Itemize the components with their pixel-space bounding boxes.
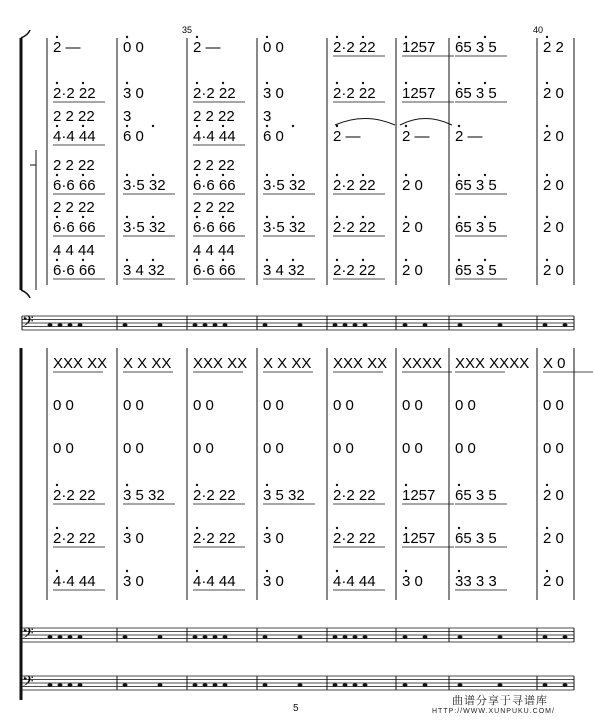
jianpu-measure: XXX XX xyxy=(53,355,108,372)
octave-dot xyxy=(336,259,338,261)
jianpu-measure: 6·6 66 xyxy=(53,219,96,236)
jianpu-measure: 65 3 5 xyxy=(455,487,497,504)
octave-dot xyxy=(82,216,84,218)
note-head xyxy=(123,323,128,327)
note-head xyxy=(203,323,208,327)
jianpu-measure: 4·4 44 xyxy=(333,573,376,590)
jianpu-measure: 1257 xyxy=(402,85,436,102)
octave-dot xyxy=(196,216,198,218)
jianpu-measure: 3 5 32 xyxy=(123,487,165,504)
octave-dot xyxy=(82,125,84,127)
octave-dot xyxy=(362,82,364,84)
note-head xyxy=(543,635,548,639)
jianpu-measure: 0 0 xyxy=(193,440,214,457)
note-head xyxy=(193,683,198,687)
octave-dot xyxy=(546,82,548,84)
jianpu-measure: 2·2 22 xyxy=(53,85,96,102)
octave-dot xyxy=(82,82,84,84)
bass-clef-icon: 𝄢 xyxy=(22,625,34,646)
octave-dot xyxy=(126,484,128,486)
jianpu-measure: 4·4 44 xyxy=(53,573,96,590)
jianpu-measure: 0 0 xyxy=(53,397,74,414)
jianpu-measure: 2 0 xyxy=(543,177,564,194)
octave-dot xyxy=(126,82,128,84)
octave-dot xyxy=(56,174,58,176)
jianpu-measure: 2·2 22 xyxy=(333,262,376,279)
note-head xyxy=(263,683,268,687)
octave-dot xyxy=(546,570,548,572)
octave-dot xyxy=(484,36,486,38)
jianpu-measure: XXX XX xyxy=(193,355,248,372)
octave-dot xyxy=(126,36,128,38)
octave-dot xyxy=(126,259,128,261)
octave-dot xyxy=(458,259,460,261)
jianpu-measure: 6 0 xyxy=(263,128,284,145)
jianpu-measure: 65 3 5 xyxy=(455,85,497,102)
octave-dot xyxy=(336,174,338,176)
jianpu-measure: 4 4 44 xyxy=(53,242,95,259)
jianpu-measure: 2·2 22 xyxy=(193,530,236,547)
jianpu-measure: 3 0 xyxy=(402,573,423,590)
jianpu-measure: 4·4 44 xyxy=(193,573,236,590)
jianpu-measure: 3 0 xyxy=(263,85,284,102)
bracket-hook xyxy=(21,30,30,38)
note-head xyxy=(333,323,338,327)
octave-dot xyxy=(222,125,224,127)
jianpu-measure: 2 — xyxy=(402,128,430,145)
octave-dot xyxy=(458,527,460,529)
jianpu-measure: 65 3 5 xyxy=(455,39,497,56)
jianpu-measure: 2 0 xyxy=(402,177,423,194)
octave-dot xyxy=(196,82,198,84)
octave-dot xyxy=(336,484,338,486)
note-head xyxy=(333,635,338,639)
jianpu-measure: 2 0 xyxy=(543,85,564,102)
jianpu-measure: 2·2 22 xyxy=(333,85,376,102)
octave-dot xyxy=(152,174,154,176)
octave-dot xyxy=(82,174,84,176)
octave-dot xyxy=(266,216,268,218)
jianpu-measure: 0 0 xyxy=(402,397,423,414)
octave-dot xyxy=(362,259,364,261)
octave-dot xyxy=(126,216,128,218)
octave-dot xyxy=(196,174,198,176)
note-head xyxy=(543,323,548,327)
note-head xyxy=(213,635,218,639)
jianpu-measure: 3 0 xyxy=(263,530,284,547)
octave-dot xyxy=(56,527,58,529)
jianpu-measure: 0 0 xyxy=(53,440,74,457)
note-head xyxy=(298,683,303,687)
octave-dot xyxy=(458,125,460,127)
octave-dot xyxy=(292,216,294,218)
note-head xyxy=(68,683,73,687)
jianpu-measure: 2 0 xyxy=(402,219,423,236)
note-head xyxy=(543,683,548,687)
note-head xyxy=(203,683,208,687)
octave-dot xyxy=(292,174,294,176)
jianpu-measure: 3 4 32 xyxy=(263,262,305,279)
octave-dot xyxy=(266,484,268,486)
note-head xyxy=(458,635,463,639)
note-head xyxy=(498,323,503,327)
jianpu-measure: 2·2 22 xyxy=(53,487,96,504)
note-head xyxy=(363,683,368,687)
bass-staff-3 xyxy=(22,673,574,694)
note-head xyxy=(353,323,358,327)
octave-dot xyxy=(336,527,338,529)
jianpu-measure: 0 0 xyxy=(455,440,476,457)
note-head xyxy=(403,683,408,687)
octave-dot xyxy=(336,82,338,84)
octave-dot xyxy=(336,36,338,38)
octave-dot xyxy=(196,570,198,572)
octave-dot xyxy=(546,36,548,38)
octave-dot xyxy=(196,36,198,38)
note-head xyxy=(48,323,53,327)
jianpu-measure: 2 0 xyxy=(543,573,564,590)
note-head xyxy=(563,683,568,687)
octave-dot xyxy=(405,259,407,261)
octave-dot xyxy=(405,570,407,572)
jianpu-measure: 33 3 3 xyxy=(455,573,497,590)
note-head xyxy=(193,323,198,327)
note-head xyxy=(48,635,53,639)
jianpu-measure: 0 0 xyxy=(263,440,284,457)
jianpu-measure: 0 0 xyxy=(123,397,144,414)
bracket-hook xyxy=(21,290,30,298)
jianpu-measure: 2 2 22 xyxy=(53,157,95,174)
octave-dot xyxy=(196,259,198,261)
octave-dot xyxy=(266,174,268,176)
note-head xyxy=(78,323,83,327)
note-head xyxy=(158,635,163,639)
jianpu-measure: 2 0 xyxy=(402,262,423,279)
octave-dot xyxy=(222,259,224,261)
note-head xyxy=(213,323,218,327)
octave-dot xyxy=(405,36,407,38)
jianpu-measure: 2 2 22 xyxy=(193,157,235,174)
octave-dot xyxy=(546,216,548,218)
octave-dot xyxy=(126,125,128,127)
page-number: 5 xyxy=(293,703,299,714)
jianpu-measure: 6·6 66 xyxy=(53,262,96,279)
note-head xyxy=(48,683,53,687)
jianpu-measure: 2 — xyxy=(333,128,361,145)
jianpu-measure: 6·6 66 xyxy=(53,177,96,194)
jianpu-measure: 2 — xyxy=(193,39,221,56)
jianpu-measure: 0 0 xyxy=(455,397,476,414)
octave-dot xyxy=(196,484,198,486)
jianpu-measure: 2·2 22 xyxy=(333,39,376,56)
octave-dot xyxy=(405,82,407,84)
octave-dot xyxy=(484,259,486,261)
octave-dot xyxy=(126,527,128,529)
octave-dot xyxy=(152,216,154,218)
octave-dot xyxy=(56,125,58,127)
jianpu-measure: 3 xyxy=(123,108,132,125)
jianpu-measure: 2·2 22 xyxy=(333,177,376,194)
note-head xyxy=(58,683,63,687)
bass-staff-1 xyxy=(22,313,574,334)
octave-dot xyxy=(336,216,338,218)
octave-dot xyxy=(196,125,198,127)
note-head xyxy=(498,635,503,639)
jianpu-measure: X X XX xyxy=(263,355,312,372)
jianpu-measure: 0 0 xyxy=(193,397,214,414)
octave-dot xyxy=(266,570,268,572)
jianpu-measure: 0 0 xyxy=(123,39,144,56)
jianpu-measure: 4·4 44 xyxy=(193,128,236,145)
bass-staff-2 xyxy=(22,625,574,646)
note-head xyxy=(423,635,428,639)
octave-dot xyxy=(546,125,548,127)
octave-dot xyxy=(362,174,364,176)
octave-dot xyxy=(362,36,364,38)
octave-dot xyxy=(336,570,338,572)
octave-dot xyxy=(56,216,58,218)
octave-dot xyxy=(458,174,460,176)
jianpu-measure: X X XX xyxy=(123,355,172,372)
octave-dot xyxy=(56,484,58,486)
note-head xyxy=(423,683,428,687)
jianpu-measure: 3 4 32 xyxy=(123,262,165,279)
octave-dot xyxy=(126,174,128,176)
note-head xyxy=(223,323,228,327)
jianpu-measure: 2·2 22 xyxy=(53,530,96,547)
jianpu-measure: 0 0 xyxy=(263,397,284,414)
jianpu-measure: 65 3 5 xyxy=(455,177,497,194)
jianpu-measure: XXX XXXX xyxy=(455,355,530,372)
note-head xyxy=(78,635,83,639)
octave-dot xyxy=(266,527,268,529)
note-head xyxy=(563,635,568,639)
octave-dot xyxy=(292,125,294,127)
jianpu-measure: 2 2 xyxy=(543,39,564,56)
octave-dot xyxy=(222,174,224,176)
jianpu-measure: 2 2 22 xyxy=(193,199,235,216)
jianpu-measure: 0 0 xyxy=(543,397,564,414)
note-head xyxy=(123,683,128,687)
octave-dot xyxy=(405,125,407,127)
octave-dot xyxy=(405,174,407,176)
jianpu-measure: 2 — xyxy=(53,39,81,56)
note-head xyxy=(263,323,268,327)
note-head xyxy=(123,635,128,639)
note-head xyxy=(498,683,503,687)
note-head xyxy=(343,323,348,327)
note-head xyxy=(343,683,348,687)
jianpu-measure: 2 0 xyxy=(543,262,564,279)
octave-dot xyxy=(292,259,294,261)
jianpu-measure: XXX XX xyxy=(333,355,388,372)
jianpu-measure: 6·6 66 xyxy=(193,219,236,236)
jianpu-measure: 0 0 xyxy=(333,440,354,457)
bass-clef-icon: 𝄢 xyxy=(22,673,34,694)
jianpu-measure: 3 0 xyxy=(123,85,144,102)
octave-dot xyxy=(546,527,548,529)
note-head xyxy=(263,635,268,639)
octave-dot xyxy=(484,174,486,176)
note-head xyxy=(333,683,338,687)
note-head xyxy=(58,635,63,639)
jianpu-measure: X 0 xyxy=(543,355,566,372)
jianpu-measure: 6·6 66 xyxy=(193,262,236,279)
note-head xyxy=(193,635,198,639)
jianpu-measure: 4 4 44 xyxy=(193,242,235,259)
tie xyxy=(335,119,395,126)
note-head xyxy=(353,683,358,687)
note-head xyxy=(353,635,358,639)
watermark-name: 曲谱分享于寻谱库 xyxy=(452,695,548,707)
jianpu-measure: 1257 xyxy=(402,530,436,547)
note-head xyxy=(203,635,208,639)
note-head xyxy=(403,635,408,639)
octave-dot xyxy=(222,82,224,84)
octave-dot xyxy=(196,527,198,529)
jianpu-measure: 0 0 xyxy=(402,440,423,457)
note-head xyxy=(158,323,163,327)
octave-dot xyxy=(126,570,128,572)
jianpu-measure: 2·2 22 xyxy=(193,487,236,504)
tie xyxy=(400,119,452,126)
jianpu-measure: 2 0 xyxy=(543,219,564,236)
jianpu-measure: XXXX xyxy=(402,355,443,372)
jianpu-measure: 3·5 32 xyxy=(263,219,306,236)
octave-dot xyxy=(405,527,407,529)
note-head xyxy=(298,323,303,327)
note-head xyxy=(223,683,228,687)
note-head xyxy=(158,683,163,687)
jianpu-measure: 6·6 66 xyxy=(193,177,236,194)
jianpu-measure: 3 5 32 xyxy=(263,487,305,504)
octave-dot xyxy=(56,259,58,261)
jianpu-measure: 6 0 xyxy=(123,128,144,145)
octave-dot xyxy=(56,570,58,572)
jianpu-measure: 2 2 22 xyxy=(53,199,95,216)
jianpu-measure: 1257 xyxy=(402,487,436,504)
octave-dot xyxy=(56,36,58,38)
octave-dot xyxy=(82,259,84,261)
jianpu-measure: 0 0 xyxy=(543,440,564,457)
jianpu-measure: 3 0 xyxy=(123,530,144,547)
measure-number: 40 xyxy=(533,25,544,35)
octave-dot xyxy=(266,259,268,261)
jianpu-measure: 2·2 22 xyxy=(193,85,236,102)
jianpu-measure: 0 0 xyxy=(123,440,144,457)
note-head xyxy=(68,635,73,639)
note-head xyxy=(423,323,428,327)
jianpu-measure: 0 0 xyxy=(333,397,354,414)
jianpu-measure: 3 0 xyxy=(123,573,144,590)
octave-dot xyxy=(405,484,407,486)
jianpu-measure: 4·4 44 xyxy=(53,128,96,145)
jianpu-measure: 3·5 32 xyxy=(123,177,166,194)
octave-dot xyxy=(405,216,407,218)
note-head xyxy=(58,323,63,327)
jianpu-measure: 2·2 22 xyxy=(333,530,376,547)
jianpu-measure: 1257 xyxy=(402,39,436,56)
jianpu-measure: 65 3 5 xyxy=(455,530,497,547)
jianpu-measure: 2 2 22 xyxy=(53,108,95,125)
jianpu-measure: 2 2 22 xyxy=(193,108,235,125)
note-head xyxy=(363,323,368,327)
octave-dot xyxy=(546,174,548,176)
octave-dot xyxy=(458,36,460,38)
jianpu-measure: 2·2 22 xyxy=(333,487,376,504)
octave-dot xyxy=(362,216,364,218)
octave-dot xyxy=(458,216,460,218)
note-head xyxy=(403,323,408,327)
note-head xyxy=(458,683,463,687)
jianpu-measure: 65 3 5 xyxy=(455,219,497,236)
jianpu-measure: 3 xyxy=(263,108,272,125)
note-head xyxy=(78,683,83,687)
octave-dot xyxy=(546,484,548,486)
jianpu-measure: 3·5 32 xyxy=(123,219,166,236)
note-head xyxy=(298,635,303,639)
octave-dot xyxy=(484,82,486,84)
octave-dot xyxy=(152,125,154,127)
octave-dot xyxy=(222,216,224,218)
octave-dot xyxy=(266,125,268,127)
jianpu-measure: 3·5 32 xyxy=(263,177,306,194)
jianpu-measure: 0 0 xyxy=(263,39,284,56)
note-head xyxy=(363,635,368,639)
octave-dot xyxy=(484,216,486,218)
jianpu-measure: 2 0 xyxy=(543,487,564,504)
octave-dot xyxy=(336,125,338,127)
jianpu-measure: 2 0 xyxy=(543,530,564,547)
watermark-url: HTTP://WWW.XUNPUKU.COM/ xyxy=(432,708,555,715)
octave-dot xyxy=(458,82,460,84)
note-head xyxy=(223,635,228,639)
octave-dot xyxy=(458,570,460,572)
jianpu-measure: 2 0 xyxy=(543,128,564,145)
octave-dot xyxy=(266,36,268,38)
note-head xyxy=(458,323,463,327)
octave-dot xyxy=(152,259,154,261)
octave-dot xyxy=(266,82,268,84)
jianpu-measure: 2 — xyxy=(455,128,483,145)
note-head xyxy=(68,323,73,327)
jianpu-measure: 65 3 5 xyxy=(455,262,497,279)
jianpu-measure: 3 0 xyxy=(263,573,284,590)
bass-clef-icon: 𝄢 xyxy=(22,313,34,334)
octave-dot xyxy=(56,82,58,84)
note-head xyxy=(213,683,218,687)
jianpu-measure: 2·2 22 xyxy=(333,219,376,236)
measure-number: 35 xyxy=(182,25,193,35)
octave-dot xyxy=(458,484,460,486)
note-head xyxy=(343,635,348,639)
octave-dot xyxy=(546,259,548,261)
note-head xyxy=(563,323,568,327)
